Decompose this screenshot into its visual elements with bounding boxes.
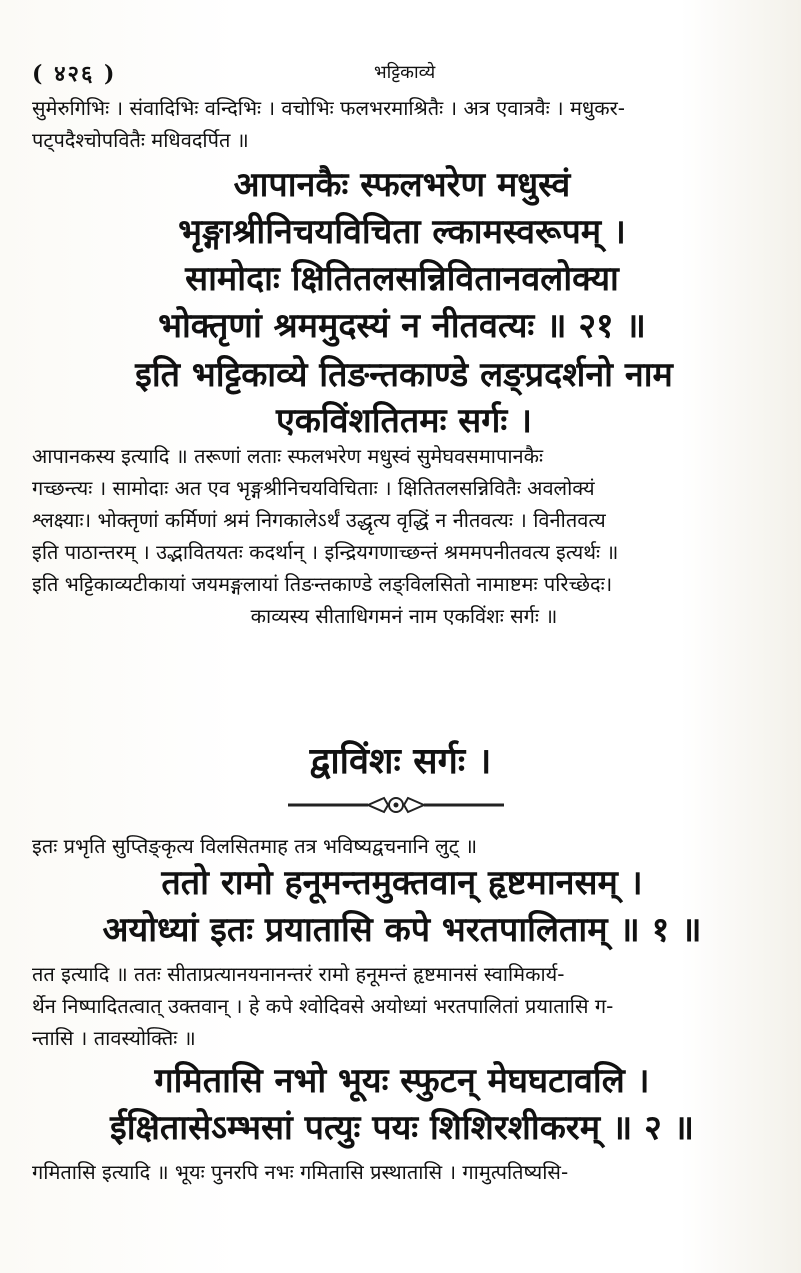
verse-line: भोक्तृणां श्रममुदस्यं न नीतवत्यः ॥ २१ ॥ — [158, 306, 646, 346]
commentary-block-3 — [32, 958, 776, 1054]
running-head: भट्टिकाव्ये — [374, 62, 436, 83]
commentary-line: तत इत्यादि ॥ ततः सीताप्रत्यानयनानन्तरं रामो हनूमन्तं हृष्टमानसं स्वामिकार्य- — [32, 962, 565, 986]
page-number: ( ४२६ ) — [32, 61, 117, 87]
intro-line: सुमेरुगिभिः । संवादिभिः वन्दिभिः । वचोभिः फलभरमाश्रितैः । अत्र एवात्रवैः । मधुकर- — [32, 96, 626, 120]
commentary-block-2 — [32, 830, 776, 862]
commentary-line: न्तासि । तावस्योक्तिः ॥ — [32, 1026, 196, 1050]
verse-line: आपानकैः स्फलभरेण मधुस्वं — [233, 165, 571, 205]
commentary-line: आपानकस्य इत्यादि ॥ तरूणां लताः स्फलभरेण मधुस्वं सुमेघवसमापानकैः — [32, 444, 544, 468]
verse-line: गमितासि नभो भूयः स्फुटन् मेघघटावलि । — [154, 1061, 650, 1101]
verse-line: अयोध्यां इतः प्रयातासि कपे भरतपालिताम् ॥ १ ॥ — [102, 910, 702, 950]
verse-2 — [28, 1058, 776, 1152]
verse-line: भृङ्गाश्रीनिचयविचिता ल्कामस्वरूपम् । — [178, 212, 626, 252]
intro-commentary — [32, 92, 776, 156]
verse-21 — [28, 162, 776, 350]
commentary-line: इति भट्टिकाव्यटीकायां जयमङ्गलायां तिङन्तकाण्डे लङ्विलसितो नामाष्टमः परिच्छेदः। — [32, 572, 613, 596]
commentary-line: श्लक्ष्याः। भोक्तृणां कर्मिणां श्रमं निगकालेऽर्थं उद्धृत्य वृद्धिं न नीतवत्यः । विनीतवत्य — [32, 508, 606, 532]
verse-line: सामोदाः क्षितितलसन्निवितानवलोक्या — [185, 259, 619, 299]
ornament-divider-icon — [288, 790, 504, 820]
colophon-line: इति भट्टिकाव्ये तिङन्तकाण्डे लङ्प्रदर्शनो नाम — [135, 355, 673, 395]
chapter-colophon — [32, 352, 776, 444]
commentary-line: गच्छन्त्यः । सामोदाः अत एव भृङ्गश्रीनिचयविचिताः । क्षितितलसन्निवितैः अवलोक्यं — [32, 476, 595, 500]
chapter-title: द्वाविंशः सर्गः । — [309, 741, 492, 782]
colophon-line: एकविंशतितमः सर्गः । — [275, 401, 533, 441]
commentary-line: गमितासि इत्यादि ॥ भूयः पुनरपि नभः गमितासि प्रस्थातासि । गामुत्पतिष्यसि- — [32, 1160, 569, 1184]
commentary-line: इतः प्रभृति सुप्तिङ्कृत्य विलसितमाह तत्र भविष्यद्वचनानि लुट् ॥ — [32, 834, 478, 858]
verse-line: ईक्षितासेऽम्भसां पत्युः पयः शिशिरशीकरम् ॥ २ ॥ — [110, 1108, 694, 1148]
page-header — [32, 52, 752, 92]
intro-line: पट्पदैश्चोपवितैः मधिवदर्पित ॥ — [32, 128, 249, 152]
commentary-block-1 — [32, 440, 776, 632]
verse-line: ततो रामो हनूमन्तमुक्तवान् हृष्टमानसम् । — [161, 863, 643, 903]
commentary-block-4 — [32, 1156, 776, 1188]
commentary-line: र्थेन निष्पादितत्वात् उक्तवान् । हे कपे श्वोदिवसे अयोध्यां भरतपालितां प्रयातासि ग- — [32, 994, 614, 1018]
commentary-line: इति पाठान्तरम् । उद्भावितयतः कदर्थान् । इन्द्रियगणाच्छन्तं श्रममपनीतवत्य इत्यर्थः ॥ — [32, 540, 619, 564]
verse-1 — [28, 860, 776, 954]
commentary-line: काव्यस्य सीताधिगमनं नाम एकविंशः सर्गः ॥ — [250, 604, 558, 628]
